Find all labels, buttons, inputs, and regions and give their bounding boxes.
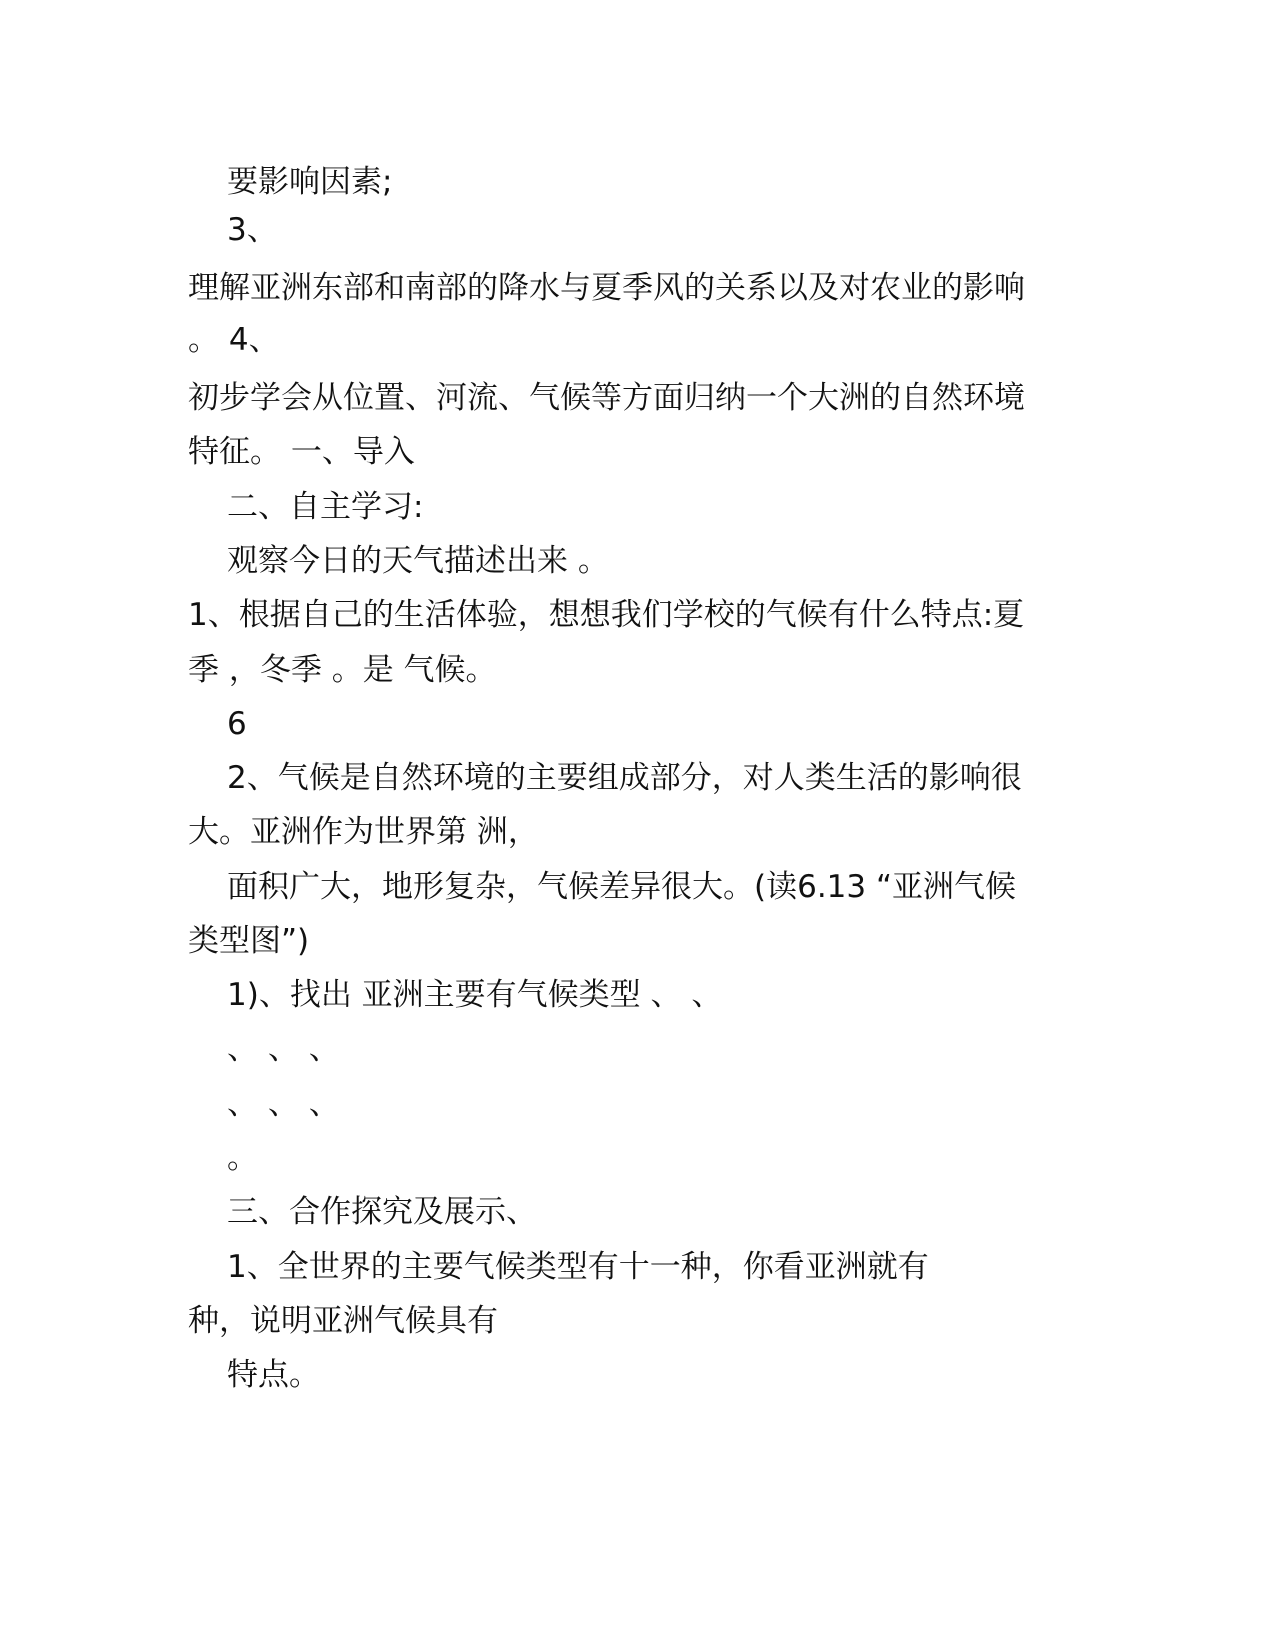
text-line: 、 、 、 — [227, 1086, 340, 1122]
text-line: 季 ，冬季 。是 气候。 — [188, 652, 497, 688]
text-line: 种，说明亚洲气候具有 — [188, 1303, 498, 1339]
text-line: 类型图”) — [188, 923, 310, 959]
text-line: 6 — [227, 706, 247, 742]
text-line: 特点。 — [227, 1357, 320, 1393]
text-line: 1、根据自己的生活体验，想想我们学校的气候有什么特点:夏 — [188, 597, 1025, 633]
text-line: 面积广大，地形复杂，气候差异很大。(读6.13 “亚洲气候 — [227, 869, 1017, 905]
text-line: 大。亚洲作为世界第 洲， — [188, 814, 539, 850]
text-line: 二、自主学习: — [227, 489, 424, 525]
text-line: 3、 — [227, 212, 278, 248]
text-line: 特征。 一、导入 — [188, 434, 415, 470]
text-line: 三、合作探究及展示、 — [227, 1194, 537, 1230]
text-line: 初步学会从位置、河流、气候等方面归纳一个大洲的自然环境 — [188, 380, 1025, 416]
text-line: 。 — [227, 1140, 258, 1176]
text-line: 要影响因素; — [227, 164, 393, 200]
text-line: 观察今日的天气描述出来 。 — [227, 543, 609, 579]
text-line: 1)、找出 亚洲主要有气候类型 、 、 — [227, 977, 723, 1013]
text-line: 、 、 、 — [227, 1031, 340, 1067]
text-line: 。 4、 — [188, 322, 280, 358]
text-line: 理解亚洲东部和南部的降水与夏季风的关系以及对农业的影响 — [188, 270, 1025, 306]
text-line: 1、全世界的主要气候类型有十一种，你看亚洲就有 — [227, 1249, 929, 1285]
text-line: 2、气候是自然环境的主要组成部分，对人类生活的影响很 — [227, 760, 1022, 796]
